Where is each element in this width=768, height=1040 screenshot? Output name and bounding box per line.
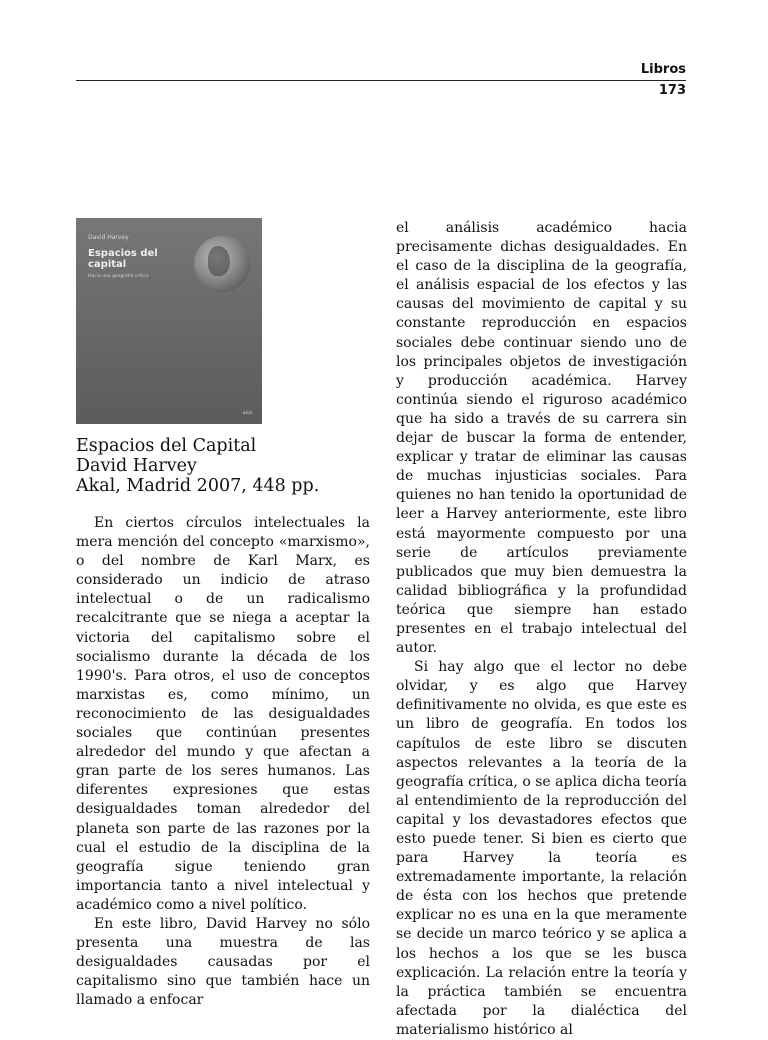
book-reference bbox=[76, 436, 376, 496]
book-cover-image bbox=[76, 218, 262, 424]
paragraph: el análisis académico hacia precisamente dichas desigualdades. En el caso de la disciplina de la geografía, el análisis espacial de los efectos y las causas del movimiento de capital y su constante reproducción en espacios sociales debe continuar siendo uno de los principales objetos de investigación y producción académica. Harvey continúa siendo el riguroso académico que ha sido a través de su carrera sin dejar de buscar la forma de entender, explicar y tratar de eliminar las causas de muchas injusticias sociales. Para quienes no han tenido la oportunidad de leer a Harvey anteriormente, este libro está mayormente compuesto por una serie de artículos previamente publicados que muy bien demuestra la calidad bibliográfica y la profundidad teórica que siempre han estado presentes en el trabajo intelectual del autor. bbox=[396, 220, 687, 657]
cover-publisher: akal bbox=[242, 411, 252, 416]
running-header bbox=[76, 58, 686, 81]
paragraph: En ciertos círculos intelectuales la mera mención del concepto «marxismo», o del nombre de Karl Marx, es considerado un indicio de atraso intelectual o de un radicalismo recalcitrante que se niega a aceptar la victoria del capitalismo sobre el socialismo durante la década de los 1990's. Para otros, el uso de conceptos marxistas es, como mínimo, un reconocimiento de las desigualdades sociales que continúan presentes alrededor del mundo y que afectan a gran parte de los seres humanos. Las diferentes expresiones que estas desigualdades toman alrededor del planeta son parte de las razones por la cual el estudio de la disciplina de la geografía sigue teniendo gran importancia tanto a nivel intelectual y académico como a nivel político. bbox=[76, 515, 370, 913]
cover-author: David Harvey bbox=[88, 234, 129, 241]
paragraph: En este libro, David Harvey no sólo presenta una muestra de las desigualdades causadas por el capitalismo sino que también hace un llamado a enfocar bbox=[76, 915, 370, 1009]
book-author: David Harvey bbox=[76, 456, 197, 476]
cover-subtitle: Hacia una geografía crítica bbox=[88, 274, 149, 279]
right-column bbox=[396, 219, 687, 1040]
book-publication: Akal, Madrid 2007, 448 pp. bbox=[76, 476, 320, 496]
section-label: Libros bbox=[640, 62, 686, 77]
globe-icon bbox=[194, 236, 250, 292]
book-title: Espacios del Capital bbox=[76, 436, 257, 456]
paragraph: Si hay algo que el lector no debe olvidar, y es algo que Harvey definitivamente no olvida, es que este es un libro de geografía. En todos los capítulos de este libro se discuten aspectos relevantes a la teoría de la geografía crítica, o se aplica dicha teoría al entendimiento de la reproducción del capital y los devastadores efectos que esto puede tener. Si bien es cierto que para Harvey la teoría es extremadamente importante, la relación de ésta con los hechos que pretende explicar no es una en la que meramente se decide un marco teórico y se aplica a los hechos a los que se les busca explicación. La relación entre la teoría y la práctica también se encuentra afectada por la dialéctica del materialismo histórico al bbox=[396, 659, 687, 1038]
cover-title: Espacios del capital bbox=[88, 248, 158, 270]
page-number: 173 bbox=[658, 83, 686, 98]
left-column bbox=[76, 514, 370, 1010]
